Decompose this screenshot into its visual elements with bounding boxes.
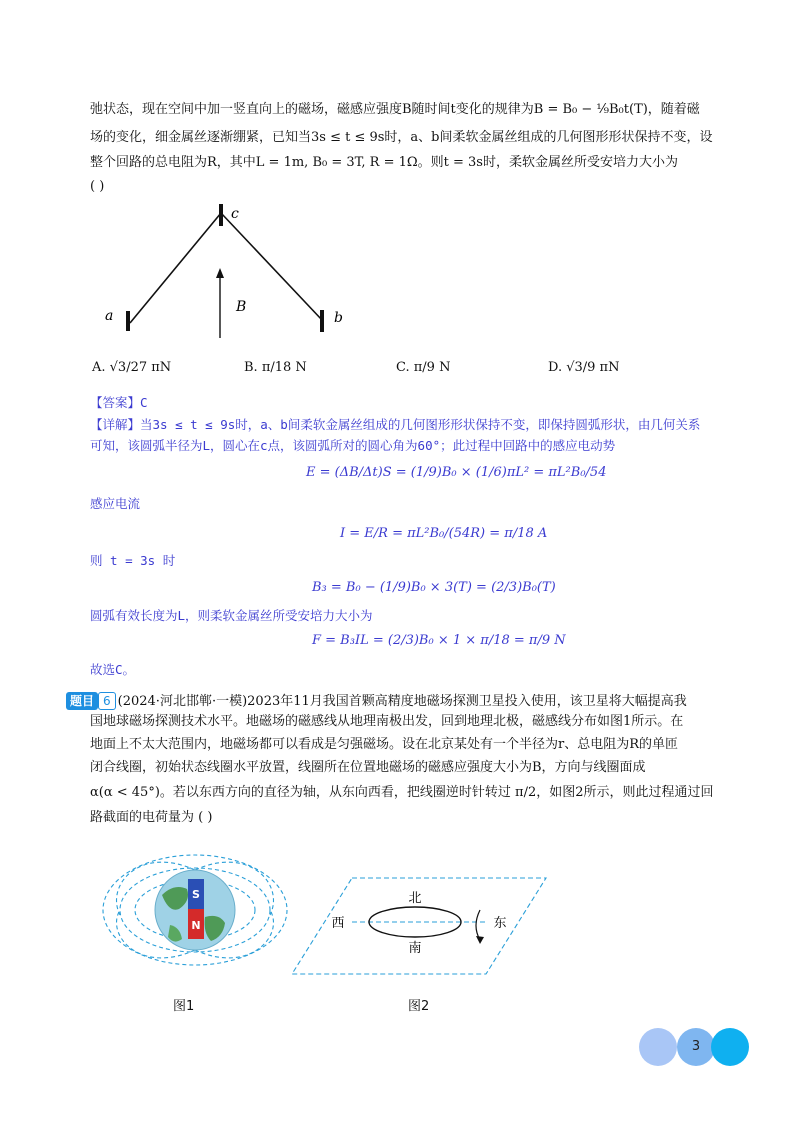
problem6-line3: 地面上不太大范围内，地磁场都可以看成是匀强磁场。设在北京某处有一个半径为r、总电阻为R的单匝 xyxy=(90,737,679,752)
problem5-line1: 弛状态，现在空间中加一竖直向上的磁场，磁感应强度B随时间t变化的规律为B = B₀ − ¹⁄₉B₀t(T)，随着磁 xyxy=(90,102,700,117)
badge-circle-left xyxy=(639,1028,677,1066)
earth-field-figure xyxy=(100,835,290,985)
label-a: a xyxy=(105,308,114,324)
conclusion: 故选C。 xyxy=(90,662,136,677)
rotation-arrowhead xyxy=(476,936,484,944)
problem6-line5: α(α < 45°)。若以东西方向的直径为轴，从东向西看，把线圈逆时针转过 π/2，如图2所示，则此过程通过回 xyxy=(90,785,714,800)
dir-east: 东 xyxy=(493,916,507,931)
problem5-line2: 场的变化，细金属丝逐渐绷紧，已知当3s ≤ t ≤ 9s时，a、b间柔软金属丝组成的几何图形形状保持不变，设 xyxy=(90,130,713,145)
coil-figure xyxy=(290,868,550,978)
option-c[interactable]: C. π/9 N xyxy=(396,360,451,375)
problem5-blank: ( ) xyxy=(90,179,105,194)
option-d[interactable]: D. √3/9 πN xyxy=(548,360,620,375)
dir-north: 北 xyxy=(408,891,422,906)
problem6-line6: 路截面的电荷量为 ( ) xyxy=(90,810,213,825)
label-t3: 则 t = 3s 时 xyxy=(90,553,176,568)
label-b: b xyxy=(334,310,343,326)
figure2-caption: 图2 xyxy=(408,999,430,1014)
problem6-line2: 国地球磁场探测技术水平。地磁场的磁感线从地理南极出发，回到地理北极，磁感线分布如图1所示。在 xyxy=(90,714,684,729)
problem-tag: 题目 xyxy=(66,692,98,710)
option-b[interactable]: B. π/18 N xyxy=(244,360,307,375)
dir-south: 南 xyxy=(408,941,422,956)
label-arc: 圆弧有效长度为L，则柔软金属丝所受安培力大小为 xyxy=(90,608,373,623)
label-B: B xyxy=(236,299,247,315)
equation-emf: E = (ΔB/Δt)S = (1/9)B₀ × (1/6)πL² = πL²B₀/54 xyxy=(306,465,607,480)
answer-label: 【答案】C xyxy=(90,395,148,410)
equation-force: F = B₃IL = (2/3)B₀ × 1 × π/18 = π/9 N xyxy=(312,633,566,648)
page-number: 3 xyxy=(691,1039,701,1054)
magnet-n-label: N xyxy=(191,919,201,932)
option-a[interactable]: A. √3/27 πN xyxy=(92,360,172,375)
badge-circle-right xyxy=(711,1028,749,1066)
post-b xyxy=(320,310,324,332)
figure1-caption: 图1 xyxy=(173,999,195,1014)
problem6-header xyxy=(66,690,687,710)
rotation-arrow xyxy=(476,910,480,940)
problem6-line1: (2024·河北邯郸·一模)2023年11月我国首颗高精度地磁场探测卫星投入使用，该卫星将大幅提高我 xyxy=(117,694,687,709)
equation-b3: B₃ = B₀ − (1/9)B₀ × 3(T) = (2/3)B₀(T) xyxy=(312,580,556,595)
dir-west: 西 xyxy=(331,916,345,931)
post-c xyxy=(219,204,223,226)
wire-segment-ca xyxy=(130,213,221,323)
label-current: 感应电流 xyxy=(90,496,141,511)
problem5-line3: 整个回路的总电阻为R，其中L = 1m, B₀ = 3T, R = 1Ω。则t = 3s时，柔软金属丝所受安培力大小为 xyxy=(90,155,678,170)
equation-current: I = E/R = πL²B₀/(54R) = π/18 A xyxy=(340,526,548,541)
detail-line2: 可知，该圆弧半径为L，圆心在c点，该圆弧所对的圆心角为60°；此过程中回路中的感应电动势 xyxy=(90,438,616,453)
post-a xyxy=(126,311,130,331)
magnet-s-label: S xyxy=(192,888,200,901)
label-c: c xyxy=(231,206,239,222)
detail-line1: 【详解】当3s ≤ t ≤ 9s时，a、b间柔软金属丝组成的几何图形形状保持不变，即保持圆弧形状，由几何关系 xyxy=(90,417,701,432)
problem-number: 6 xyxy=(98,692,116,710)
wire-figure xyxy=(90,198,390,348)
field-arrow-head xyxy=(216,268,224,278)
coil-loop xyxy=(369,907,461,937)
problem6-line4: 闭合线圈，初始状态线圈水平放置，线圈所在位置地磁场的磁感应强度大小为B，方向与线圈面成 xyxy=(90,760,646,775)
